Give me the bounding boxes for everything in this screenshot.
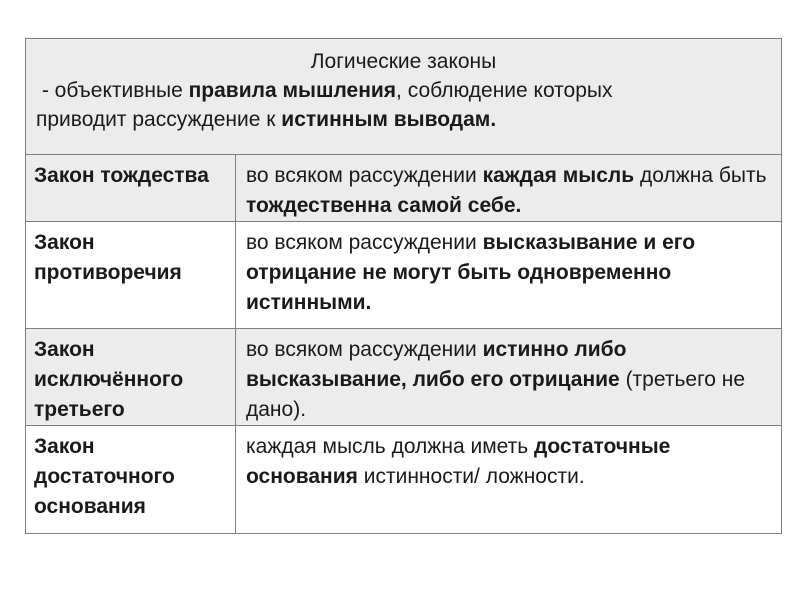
law-name: Закон исключённого третьего — [26, 329, 236, 425]
law-description: каждая мысль должна иметь достаточные основания истинности/ ложности. — [246, 435, 671, 488]
table-row — [26, 155, 781, 222]
table-header — [26, 39, 781, 155]
header-definition-line-1: - объективные правила мышления, соблюдение которых — [36, 79, 613, 102]
law-description: во всяком рассуждении каждая мысль должна быть тождественна самой себе. — [246, 164, 773, 217]
table-row — [26, 426, 781, 533]
laws-table — [25, 38, 782, 534]
law-name: Закон противоречия — [26, 222, 236, 328]
law-description: во всяком рассуждении истинно либо высказывание, либо его отрицание (третьего не дано). — [246, 338, 751, 421]
law-name: Закон тождества — [26, 155, 236, 221]
table-row — [26, 222, 781, 329]
header-definition-line-2: приводит рассуждение к истинным выводам. — [36, 108, 497, 131]
table-row — [26, 329, 781, 426]
header-title: Логические законы — [310, 50, 497, 73]
law-name: Закон достаточного основания — [26, 426, 236, 533]
law-description: во всяком рассуждении высказывание и его отрицание не могут быть одновременно истинными. — [246, 231, 696, 314]
